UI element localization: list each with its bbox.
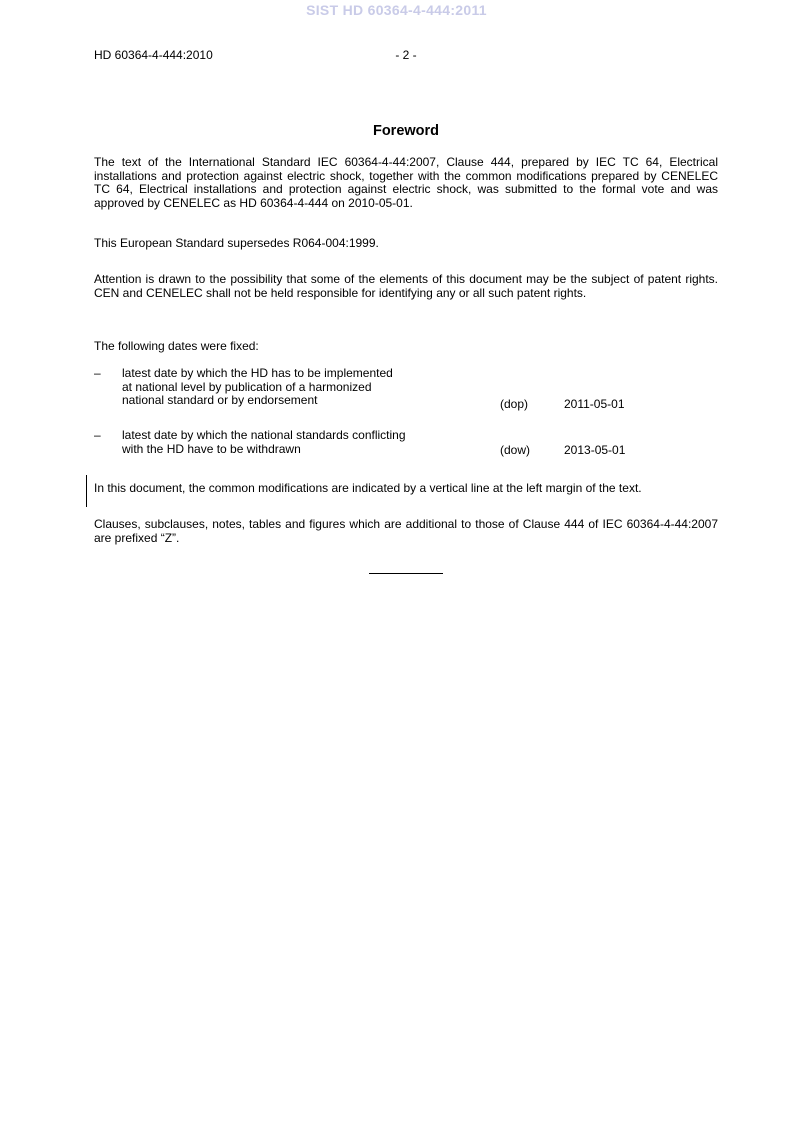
list-dash: – xyxy=(94,428,101,442)
date-description-line: national standard or by endorsement xyxy=(122,393,318,408)
page-title: Foreword xyxy=(372,123,440,139)
date-value: 2011-05-01 xyxy=(564,397,625,411)
date-abbreviation: (dow) xyxy=(500,443,531,457)
page-number: - 2 - xyxy=(395,48,417,62)
watermark: SIST HD 60364-4-444:2011 xyxy=(306,2,487,18)
end-rule-divider xyxy=(369,573,443,574)
date-description-line: at national level by publication of a harmonized xyxy=(122,379,372,394)
document-id: HD 60364-4-444:2010 xyxy=(94,48,213,62)
date-abbreviation: (dop) xyxy=(500,397,529,411)
date-description-line: with the HD have to be withdrawn xyxy=(122,441,301,456)
date-description-line: latest date by which the national standards conflicting xyxy=(122,428,406,442)
date-description xyxy=(122,367,452,408)
date-description xyxy=(122,429,452,456)
modifications-paragraph: In this document, the common modifications are indicated by a vertical line at the left margin of the text. xyxy=(94,481,642,495)
modification-margin-line xyxy=(86,475,87,507)
date-value: 2013-05-01 xyxy=(564,443,626,457)
prefix-paragraph: Clauses, subclauses, notes, tables and figures which are additional to those of Clause 444 of IEC 60364-4-44:2007 are prefixed “Z”. xyxy=(94,517,718,545)
supersedes-paragraph: This European Standard supersedes R064-004:1999. xyxy=(94,236,379,250)
date-description-line: latest date by which the HD has to be implemented xyxy=(122,366,393,380)
intro-paragraph: The text of the International Standard IEC 60364-4-44:2007, Clause 444, prepared by IEC TC 64, Electrical installations and protection against electric shock, together with the common modifications prepared by CENELEC TC 64, Electrical installations and protection against electric shock, was submitted to the formal vote and was approved by CENELEC as HD 60364-4-444 on 2010-05-01. xyxy=(94,155,718,210)
dates-intro-paragraph: The following dates were fixed: xyxy=(94,339,259,353)
patent-paragraph: Attention is drawn to the possibility that some of the elements of this document may be the subject of patent rights. CEN and CENELEC shall not be held responsible for identifying any or all such patent rights. xyxy=(94,272,718,300)
list-dash: – xyxy=(94,366,101,380)
date-item-dop xyxy=(94,367,718,413)
date-item-dow xyxy=(94,429,718,459)
